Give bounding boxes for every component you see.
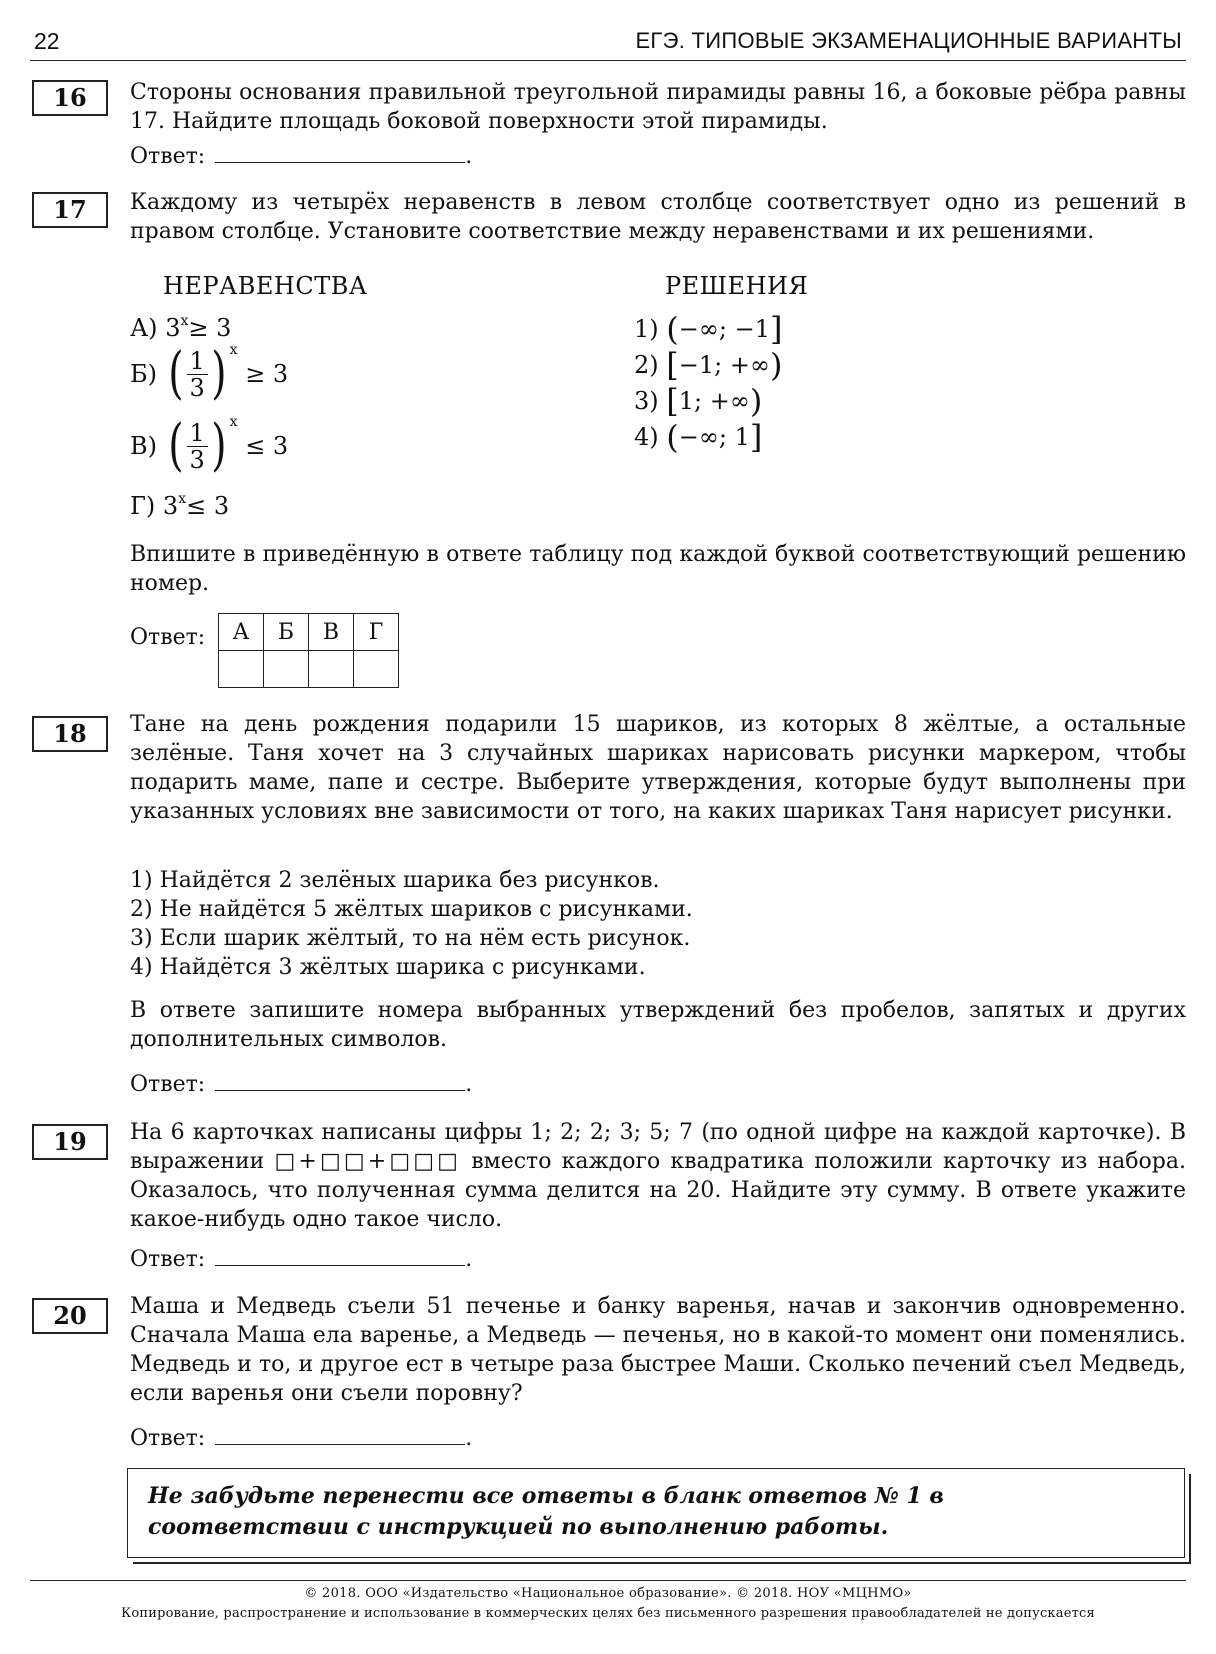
solution-1: 1) (−∞; −1] bbox=[634, 310, 783, 348]
task-16-text: Стороны основания правильной треугольной пирамиды равны 16, а боковые рёбра равны 17. Найдите площадь боковой поверхности этой пирамиды. bbox=[130, 80, 1186, 134]
grid-letter-b: Б bbox=[264, 614, 309, 651]
task-17-answer-label: Ответ: bbox=[130, 625, 206, 650]
grid-letter-a: А bbox=[219, 614, 264, 651]
answer-label: Ответ: bbox=[130, 1426, 206, 1451]
task-18-statement-2: 2) Не найдётся 5 жёлтых шариков с рисунками. bbox=[130, 897, 693, 922]
grid-answer-cell[interactable] bbox=[309, 651, 354, 688]
task-20-text: Маша и Медведь съели 51 печенье и банку варенья, начав и закончив одновременно. Сначала Маша ела варенье, а Медведь — печенья, но в какой-то момент они поменялись. Медведь и то, и другое ест в четыре раза быстрее Маши. Сколько печений съел Медведь, если варенья они съели поровну? bbox=[130, 1294, 1186, 1406]
task-17-instruction: Впишите в приведённую в ответе таблицу под каждой буквой соответствующий решению номер. bbox=[130, 542, 1186, 596]
answer-label: Ответ: bbox=[130, 1072, 206, 1097]
grid-answer-cell[interactable] bbox=[264, 651, 309, 688]
task-18-statement-3: 3) Если шарик жёлтый, то на нём есть рисунок. bbox=[130, 926, 691, 951]
header-divider bbox=[30, 60, 1186, 61]
task-18-statement-1: 1) Найдётся 2 зелёных шарика без рисунков. bbox=[130, 868, 660, 893]
grid-letter-v: В bbox=[309, 614, 354, 651]
answer-field[interactable] bbox=[215, 1247, 465, 1266]
task-17-text: Каждому из четырёх неравенств в левом столбце соответствует одно из решений в правом столбце. Установите соответствие между неравенствами и их решениями. bbox=[130, 190, 1186, 244]
footer-copyright: © 2018. ООО «Издательство «Национальное образование». © 2018. НОУ «МЦНМО» bbox=[304, 1586, 912, 1601]
solutions-heading: РЕШЕНИЯ bbox=[665, 272, 809, 300]
task-number-19: 19 bbox=[32, 1124, 108, 1160]
answer-grid bbox=[218, 613, 399, 688]
inequality-v: В) ( $\frac{1}{3}$ ) $^x$ ≤ 3 bbox=[130, 413, 289, 478]
grid-answer-cell[interactable] bbox=[219, 651, 264, 688]
solution-3: 3) [1; +∞) bbox=[634, 382, 763, 420]
inequality-g: Г) $3^x\le 3$ bbox=[130, 491, 230, 520]
task-number-18: 18 bbox=[32, 716, 108, 752]
reminder-note-text: Не забудьте перенести все ответы в бланк ответов № 1 в соответствии с инструкцией по выполнению работы. bbox=[148, 1483, 944, 1540]
footer-notice: Копирование, распространение и использование в коммерческих целях без письменного разрешения правообладателей не допускается bbox=[121, 1606, 1095, 1621]
answer-label: Ответ: bbox=[130, 1247, 206, 1272]
answer-field[interactable] bbox=[215, 144, 465, 163]
answer-label: Ответ: bbox=[130, 144, 206, 169]
task-19-text: На 6 карточках написаны цифры 1; 2; 2; 3; 5; 7 (по одной цифре на каждой карточке). В выражении □+□□+□□□ вместо каждого квадратика положили карточку из набора. Оказалось, что полученная сумма делится на 20. Найдите эту сумму. В ответе укажите какое-нибудь одно такое число. bbox=[130, 1120, 1186, 1232]
task-18-answer: Ответ: . bbox=[130, 1072, 473, 1097]
inequalities-heading: НЕРАВЕНСТВА bbox=[163, 272, 368, 300]
running-header-title: ЕГЭ. ТИПОВЫЕ ЭКЗАМЕНАЦИОННЫЕ ВАРИАНТЫ bbox=[635, 28, 1182, 53]
solution-2: 2) [−1; +∞) bbox=[634, 346, 783, 384]
solution-4: 4) (−∞; 1] bbox=[634, 418, 763, 456]
answer-field[interactable] bbox=[215, 1072, 465, 1091]
grid-answer-cell[interactable] bbox=[354, 651, 399, 688]
grid-letter-g: Г bbox=[354, 614, 399, 651]
page-number: 22 bbox=[34, 28, 60, 54]
reminder-note-box bbox=[127, 1468, 1185, 1558]
inequality-a: А) $3^x\ge 3$ bbox=[130, 313, 232, 342]
footer-divider bbox=[30, 1580, 1186, 1581]
task-number-20: 20 bbox=[32, 1298, 108, 1334]
task-number-16: 16 bbox=[32, 80, 108, 116]
expression-boxes: □+□□+□□□ bbox=[274, 1149, 462, 1174]
task-18-statement-4: 4) Найдётся 3 жёлтых шарика с рисунками. bbox=[130, 955, 646, 980]
task-19-answer: Ответ: . bbox=[130, 1247, 473, 1272]
task-18-instruction: В ответе запишите номера выбранных утверждений без пробелов, запятых и других дополнительных символов. bbox=[130, 998, 1186, 1052]
inequality-b: Б) ( $\frac{1}{3}$ ) $^x$ ≥ 3 bbox=[130, 341, 289, 406]
task-20-answer: Ответ: . bbox=[130, 1426, 473, 1451]
answer-field[interactable] bbox=[215, 1426, 465, 1445]
task-number-17: 17 bbox=[32, 192, 108, 228]
task-18-text: Тане на день рождения подарили 15 шариков, из которых 8 жёлтые, а остальные зелёные. Таня хочет на 3 случайных шариках нарисовать рисунки маркером, чтобы подарить маме, папе и сестре. Выберите утверждения, которые будут выполнены при указанных условиях вне зависимости от того, на каких шариках Таня нарисует рисунки. bbox=[130, 712, 1186, 824]
task-16-answer: Ответ: . bbox=[130, 144, 473, 169]
